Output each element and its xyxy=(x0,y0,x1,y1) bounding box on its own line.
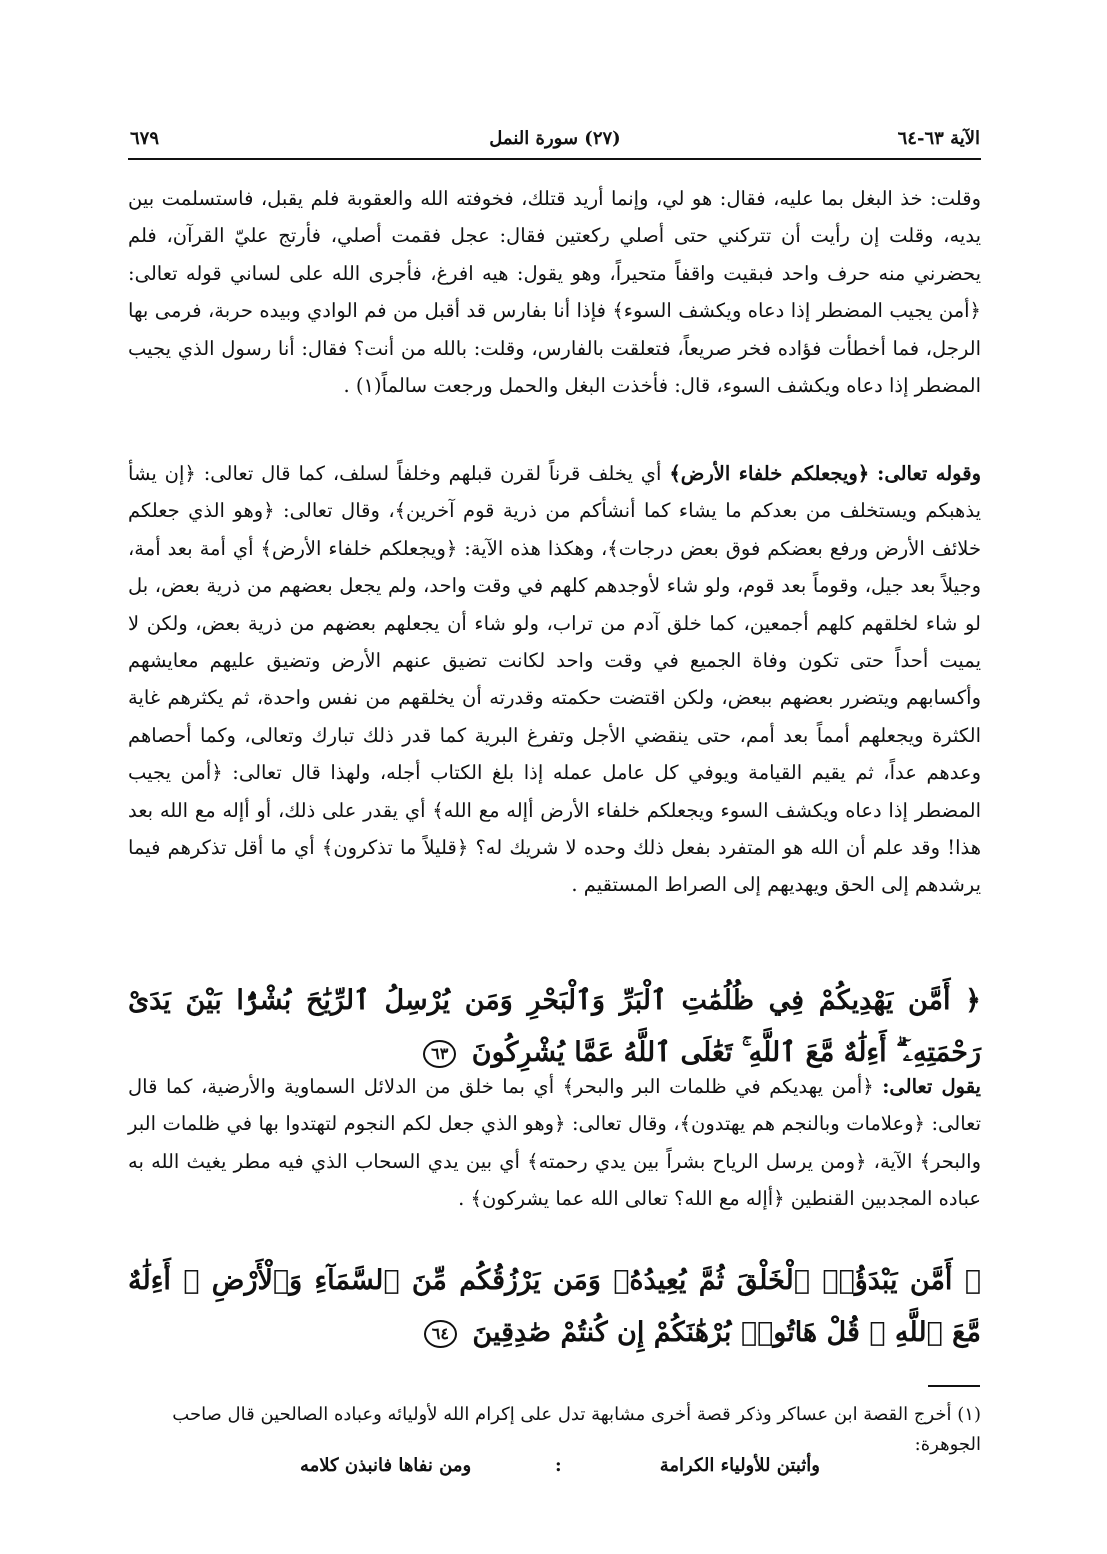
quran-verse-63 xyxy=(128,975,981,1079)
paragraph-commentary-62 xyxy=(128,455,981,904)
page-header xyxy=(130,128,980,158)
header-surah-title: (٢٧) سورة النمل xyxy=(489,128,621,149)
quran-verse-64 xyxy=(128,1255,981,1359)
paragraph-story xyxy=(128,180,981,404)
poem-hemistich-first: وأثبتن للأولياء الكرامة xyxy=(659,1455,820,1476)
footnote-text: (١) أخرج القصة ابن عساكر وذكر قصة أخرى مشابهة تدل على إكرام الله لأوليائه وعباده الصالحين قال صاحب الجوهرة: xyxy=(172,1404,981,1455)
footnote-divider xyxy=(928,1385,980,1387)
header-ayah-range: الآية ٦٣-٦٤ xyxy=(897,128,980,149)
paragraph-lead: وقوله تعالى: xyxy=(877,462,981,485)
paragraph-text: أي يخلف قرناً لقرن قبلهم وخلفاً لسلف، كما قال تعالى: ﴿إن يشأ يذهبكم ويستخلف من بعدكم ما يشاء كما أنشأكم من ذرية قوم آخرين﴾، وقال تعالى: ﴿وهو الذي جعلكم خلائف الأرض ورفع بعضكم فوق بعض درجات﴾، وهكذا هذه الآية: ﴿ويجعلكم خلفاء الأرض﴾ أي أمة بعد أمة، وجيلاً بعد جيل، وقوماً بعد قوم، ولو شاء لأوجدهم كلهم في وقت واحد، ولم يجعل بعضهم من ذرية بعض، بل لو شاء لخلقهم كلهم أجمعين، كما خلق آدم من تراب، ولو شاء أن يجعلهم بعضهم من ذرية بعض، ولكن لا يميت أحداً حتى تكون وفاة الجميع في وقت واحد لكانت تضيق عنهم الأرض وتضيق عليهم معايشهم وأكسابهم ويتضرر بعضهم ببعض، ولكن اقتضت حكمته وقدرته أن يخلقهم من نفس واحدة، ثم يكثرهم غاية الكثرة ويجعلهم أمماً بعد أمم، حتى ينقضي الأجل وتفرغ البرية كما قدر ذلك تبارك وتعالى، وكما أحصاهم وعدهم عداً، ثم يقيم القيامة ويوفي كل عامل عمله إذا بلغ الكتاب أجله، ولهذا قال تعالى: ﴿أمن يجيب المضطر إذا دعاه ويكشف السوء ويجعلكم خلفاء الأرض أإله مع الله﴾ أي يقدر على ذلك، أو أإله مع الله بعد هذا! وقد علم أن الله هو المتفرد بفعل ذلك وحده لا شريك له؟ ﴿قليلاً ما تذكرون﴾ أي ما أقل تذكرهم فيما يرشدهم إلى الحق ويهديهم إلى الصراط المستقيم . xyxy=(128,462,981,897)
poem-hemistich-second: ومن نفاها فانبذن كلامه xyxy=(300,1455,472,1476)
quran-quote: ﴿ويجعلكم خلفاء الأرض﴾ xyxy=(669,462,870,485)
paragraph-lead: يقول تعالى: xyxy=(882,1075,981,1098)
verse-text: ﴿ أَمَّن يَهْدِيكُمْ فِي ظُلُمَٰتِ ٱلْبَرِّ وَٱلْبَحْرِ وَمَن يُرْسِلُ ٱلرِّيَٰحَ بُشْرًۢا بَيْنَ يَدَىْ رَحْمَتِهِۦٓ ۗ أَءِلَٰهٌ مَّعَ ٱللَّهِ ۚ تَعَٰلَى ٱللَّهُ عَمَّا يُشْرِكُونَ xyxy=(128,985,981,1068)
paragraph-text: ﴿أمن يهديكم في ظلمات البر والبحر﴾ أي بما خلق من الدلائل السماوية والأرضية، كما قال تعالى: ﴿وعلامات وبالنجم هم يهتدون﴾، وقال تعالى: ﴿وهو الذي جعل لكم النجوم لتهتدوا بها في ظلمات البر والبحر﴾ الآية، ﴿ومن يرسل الرياح بشراً بين يدي رحمته﴾ أي بين يدي السحاب الذي فيه مطر يغيث الله به عباده المجدبين القنطين ﴿أإله مع الله؟ تعالى الله عما يشركون﴾ . xyxy=(128,1075,981,1211)
page-number: ٦٧٩ xyxy=(130,128,160,149)
poem-separator: : xyxy=(555,1455,562,1476)
paragraph-story-text: وقلت: خذ البغل بما عليه، فقال: هو لي، وإنما أريد قتلك، فخوفته الله والعقوبة فلم يقبل، فاستسلمت بين يديه، وقلت إن رأيت أن تتركني حتى أصلي ركعتين فقال: عجل فقمت أصلي، فأرتج عليّ القرآن، فلم يحضرني منه حرف واحد فبقيت واقفاً متحيراً، وهو يقول: هيه افرغ، فأجرى الله على لساني قوله تعالى: ﴿أمن يجيب المضطر إذا دعاه ويكشف السوء﴾ فإذا أنا بفارس قد أقبل من فم الوادي وبيده حربة، فرمى بها الرجل، فما أخطأت فؤاده فخر صريعاً، فتعلقت بالفارس، وقلت: بالله من أنت؟ فقال: أنا رسول الذي يجيب المضطر إذا دعاه ويكشف السوء، قال: فأخذت البغل والحمل ورجعت سالماً(١) . xyxy=(128,187,981,398)
header-divider xyxy=(128,158,981,160)
verse-text: ﴿ أَمَّن يَبْدَؤُا۟ ٱلْخَلْقَ ثُمَّ يُعِيدُهُۥ وَمَن يَرْزُقُكُم مِّنَ ٱلسَّمَآءِ وَٱلْأَرْضِ ۗ أَءِلَٰهٌ مَّعَ ٱللَّهِ ۚ قُلْ هَاتُوا۟ بُرْهَٰنَكُمْ إِن كُنتُمْ صَٰدِقِينَ xyxy=(128,1265,981,1348)
paragraph-commentary-63 xyxy=(128,1068,981,1218)
footnote xyxy=(128,1400,981,1460)
ayah-number-marker: ٦٤ xyxy=(424,1320,457,1348)
ayah-number-marker: ٦٣ xyxy=(423,1040,456,1068)
